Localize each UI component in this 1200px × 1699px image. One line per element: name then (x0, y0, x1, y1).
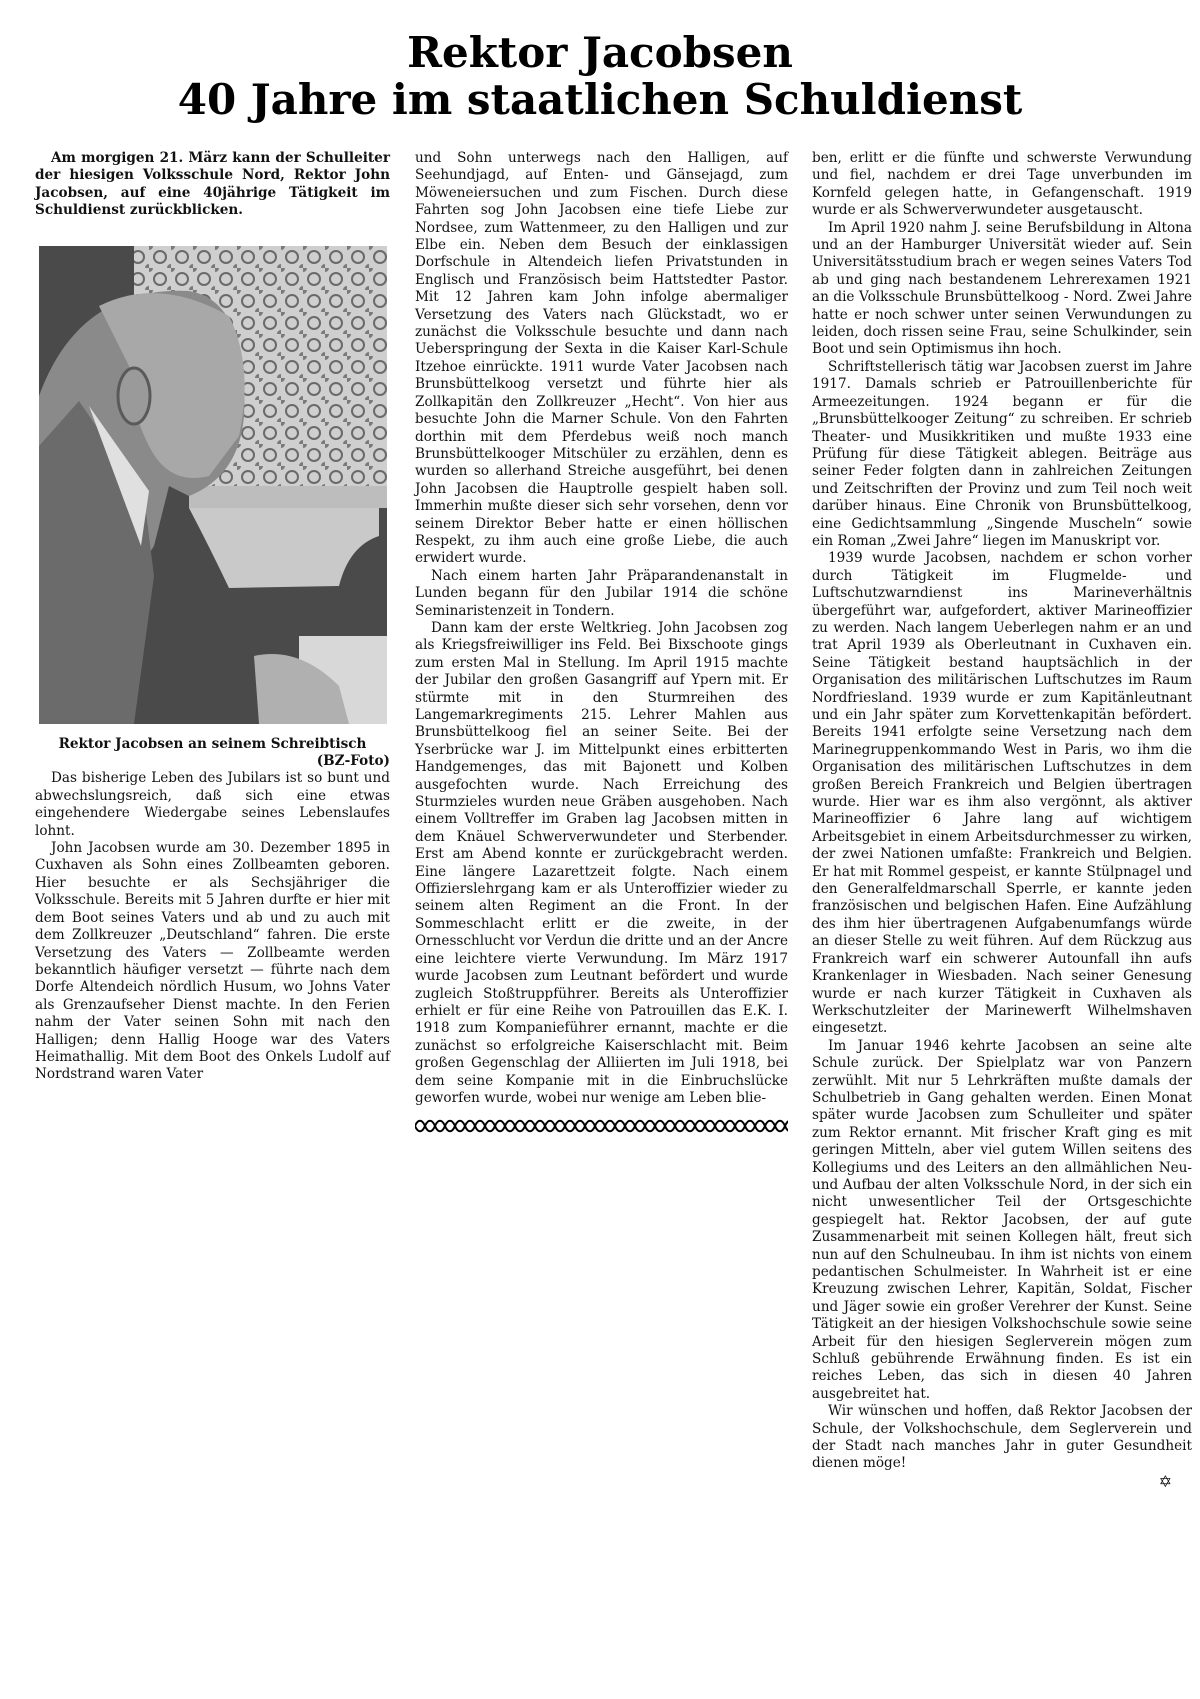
body-paragraph: Schriftstellerisch tätig war Jacobsen zuerst im Jahre 1917. Damals schrieb er Patrouillenberichte für Armeezeitungen. 1924 begann er für die „Brunsbüttelkooger Zeitung“ zu schreiben. Er schrieb Theater- und Musikkritiken und mußte 1933 eine Prüfung für diese Tätigkeit ablegen. Beiträge aus seiner Feder folgten dann in zahlreichen Zeitungen und Zeitschriften der Provinz und zum Teil noch weit darüber hinaus. Eine Chronik von Brunsbüttelkoog, eine Gedichtsammlung „Singende Muscheln“ sowie ein Roman „Zwei Jahre“ liegen im Manuskript vor. (812, 358, 1192, 549)
column-1 (35, 150, 390, 1084)
body-paragraph: Wir wünschen und hoffen, daß Rektor Jacobsen der Schule, der Volkshochschule, dem Seglerverein und der Stadt nach manches Jahr in guter Gesundheit dienen möge! (812, 1403, 1192, 1472)
photo-credit: (BZ-Foto) (316, 753, 390, 770)
photo-caption: Rektor Jacobsen an seinem Schreibtisch (58, 735, 367, 752)
portrait-photo-graphic (39, 246, 387, 724)
ornamental-divider (415, 1119, 788, 1133)
column-2 (415, 150, 788, 1133)
body-paragraph: Das bisherige Leben des Jubilars ist so bunt und abwechslungsreich, daß sich eine etwas eingehendere Wiedergabe seines Lebenslaufes lohnt. (35, 770, 390, 839)
body-paragraph: Im April 1920 nahm J. seine Berufsbildung in Altona und an der Hamburger Universität wieder auf. Sein Universitätsstudium brach er wegen seines Vaters Tod ab und ging nach bestandenem Lehrerexamen 1921 an die Volksschule Brunsbüttelkoog - Nord. Zwei Jahre hatte er noch schwer unter seinen Verwundungen zu leiden, doch rissen seine Frau, seine Schulkinder, sein Boot und sein Optimismus ihn hoch. (812, 219, 1192, 358)
body-paragraph: Nach einem harten Jahr Präparandenanstalt in Lunden begann für den Jubilar 1914 die schöne Seminaristenzeit in Tondern. (415, 567, 788, 619)
wave-ornament-icon (415, 1119, 788, 1133)
column-3 (812, 150, 1192, 1491)
end-star-icon: ✡ (1158, 1471, 1172, 1491)
body-paragraph: und Sohn unterwegs nach den Halligen, auf Seehundjagd, auf Enten- und Gänsejagd, zum Möweneiersuchen und zum Fischen. Durch diese Fahrten sog John Jacobsen eine tiefe Liebe zur Nordsee, zum Wattenmeer, zu den Halligen und zur Elbe ein. Neben dem Besuch der einklassigen Dorfschule in Altendeich liefen Privatstunden in Englisch und Französisch beim Hattstedter Pastor. Mit 12 Jahren kam John infolge abermaliger Versetzung des Vaters nach Glückstadt, wo er zunächst die Volksschule besuchte und dann nach Ueberspringung der Sexta in die Kaiser Karl-Schule Itzehoe einrückte. 1911 wurde Vater Jacobsen nach Brunsbüttelkoog versetzt und führte hier als Zollkapitän den Zollkreuzer „Hecht“. Von hier aus besuchte John die Marner Schule. Von den Fahrten dorthin mit dem Pferdebus weiß noch manch Brunsbüttelkooger Mitschüler zu erzählen, denn es wurden so allerhand Streiche ausgeführt, bei denen John Jacobsen die Hauptrolle gespielt haben soll. Immerhin mußte dieser sich sehr vorsehen, denn vor seinem Direktor Beber hatte er einen höllischen Respekt, zu ihm auch eine große Liebe, die auch erwidert wurde. (415, 150, 788, 567)
article-headline (0, 30, 1200, 124)
body-paragraph: 1939 wurde Jacobsen, nachdem er schon vorher durch Tätigkeit im Flugmelde- und Luftschutzwarndienst ins Marineverhältnis übergeführt war, aufgefordert, aktiver Marineoffizier zu werden. Nach langem Ueberlegen nahm er an und trat April 1939 als Oberleutnant in Cuxhaven ein. Seine Tätigkeit bestand hauptsächlich in der Organisation des militärischen Luftschutzes im Raum Nordfriesland. 1939 wurde er zum Kapitänleutnant und ein Jahr später zum Korvettenkapitän befördert. Bereits 1941 erfolgte seine Versetzung nach dem Marinegruppenkommando West in Paris, wo ihm die Organisation des militärischen Luftschutzes in dem großen Bereich Frankreich und Belgien übertragen wurde. Hier war es ihm also vergönnt, als aktiver Marineoffizier 6 Jahre lang auf wichtigem Arbeitsgebiet in einem Arbeitsdurchmesser zu wirken, der zwei Nationen umfaßte: Frankreich und Belgien. Er hat mit Rommel gespeist, er kannte Stülpnagel und den Generalfeldmarschall Sperrle, er kannte jeden französischen und belgischen Hafen. Eine Aufzählung des ihm hier übertragenen Aufgabenumfangs würde an dieser Stelle zu weit führen. Auf dem Rückzug aus Frankreich warf ein schwerer Autounfall ihn aufs Krankenlager in Wiesbaden. Nach seiner Genesung wurde er nach kurzer Tätigkeit in Cuxhaven als Werkschutzleiter der Marinewerft Wilhelmshaven eingesetzt. (812, 550, 1192, 1037)
body-paragraph: ben, erlitt er die fünfte und schwerste Verwundung und fiel, nachdem er drei Tage unverbunden im Kornfeld gelegen hatte, in Gefangenschaft. 1919 wurde er als Schwerverwundeter ausgetauscht. (812, 150, 1192, 219)
lead-paragraph: Am morgigen 21. März kann der Schulleiter der hiesigen Volksschule Nord, Rektor John Jacobsen, auf eine 40jährige Tätigkeit im Schuldienst zurückblicken. (35, 150, 390, 219)
body-paragraph: Im Januar 1946 kehrte Jacobsen an seine alte Schule zurück. Der Spielplatz war von Panzern zerwühlt. Mit nur 5 Lehrkräften mußte damals der Schulbetrieb in Gang gehalten werden. Einen Monat später wurde Jacobsen zum Schulleiter und später zum Rektor ernannt. Mit frischer Kraft ging es mit geringen Mitteln, aber viel gutem Willen seitens des Kollegiums und des Leiters an den allmählichen Neu- und Aufbau der alten Volksschule Nord, in der sich ein nicht unwesentlicher Teil der Ortsgeschichte gespiegelt hat. Rektor Jacobsen, der auf gute Zusammenarbeit mit seinen Kollegen hält, freut sich nun auf den Schulneubau. In ihm ist nichts von einem pedantischen Schulmeister. In Wahrheit ist er eine Kreuzung zwischen Lehrer, Kapitän, Soldat, Fischer und Jäger sowie ein großer Verehrer der Kunst. Seine Tätigkeit an der hiesigen Volkshochschule sowie seine Arbeit für den hiesigen Seglerverein mögen zum Schluß gebührende Erwähnung finden. Es ist ein reiches Leben, das sich in diesen 40 Jahren ausgebreitet hat. (812, 1037, 1192, 1402)
body-paragraph: John Jacobsen wurde am 30. Dezember 1895 in Cuxhaven als Sohn eines Zollbeamten geboren. Hier besuchte er als Sechsjähriger die Volksschule. Bereits mit 5 Jahren durfte er hier mit dem Boot seines Vaters und ab und zu auch mit dem Zollkreuzer „Deutschland“ fahren. Die erste Versetzung des Vaters — Zollbeamte werden bekanntlich häufiger versetzt — führte nach dem Dorfe Altendeich nördlich Husum, wo Johns Vater als Grenzaufseher Dienst machte. In den Ferien nahm der Vater seinen Sohn mit nach den Halligen; denn Hallig Hooge war des Vaters Heimathallig. Mit dem Boot des Onkels Ludolf auf Nordstrand waren Vater (35, 840, 390, 1083)
headline-line-2: 40 Jahre im staatlichen Schuldienst (177, 75, 1023, 124)
portrait-photo (39, 246, 387, 724)
body-paragraph: Dann kam der erste Weltkrieg. John Jacobsen zog als Kriegsfreiwilliger ins Feld. Bei Bixschoote gings zum ersten Mal in Stellung. Im April 1915 machte der Jubilar den großen Gasangriff auf Ypern mit. Er stürmte mit in den Sturmreihen des Langemarkregiments 215. Lehrer Mahlen aus Brunsbüttelkoog fiel an seiner Seite. Bei der Yserbrücke war J. im Mittelpunkt eines erbitterten Handgemenges, das mit Bajonett und Kolben ausgefochten wurde. Nach Erreichung des Sturmzieles wurden neue Gräben ausgehoben. Nach einem Volltreffer im Graben lag Jacobsen mitten in dem Knäuel Schwerverwundeter und Sterbender. Erst am Abend konnte er zurückgebracht werden. Eine längere Lazarettzeit folgte. Nach einem Offizierslehrgang kam er als Unteroffizier wieder zu seinem alten Regiment an die Front. In der Sommeschlacht erlitt er die zweite, in der Ornesschlucht vor Verdun die dritte und an der Ancre eine leichtere vierte Verwundung. Im März 1917 wurde Jacobsen zum Leutnant befördert und wurde zugleich Stoßtruppführer. Bereits als Unteroffizier erhielt er für eine Reihe von Patrouillen das E.K. I. 1918 zum Kompanieführer ernannt, machte er die zunächst so erfolgreiche Kaiserschlacht mit. Beim großen Gegenschlag der Alliierten im Juli 1918, bei dem seine Kompanie mit in die Einbruchslücke geworfen wurde, wobei nur wenige am Leben blie- (415, 619, 788, 1106)
headline-line-1: Rektor Jacobsen (407, 28, 793, 77)
